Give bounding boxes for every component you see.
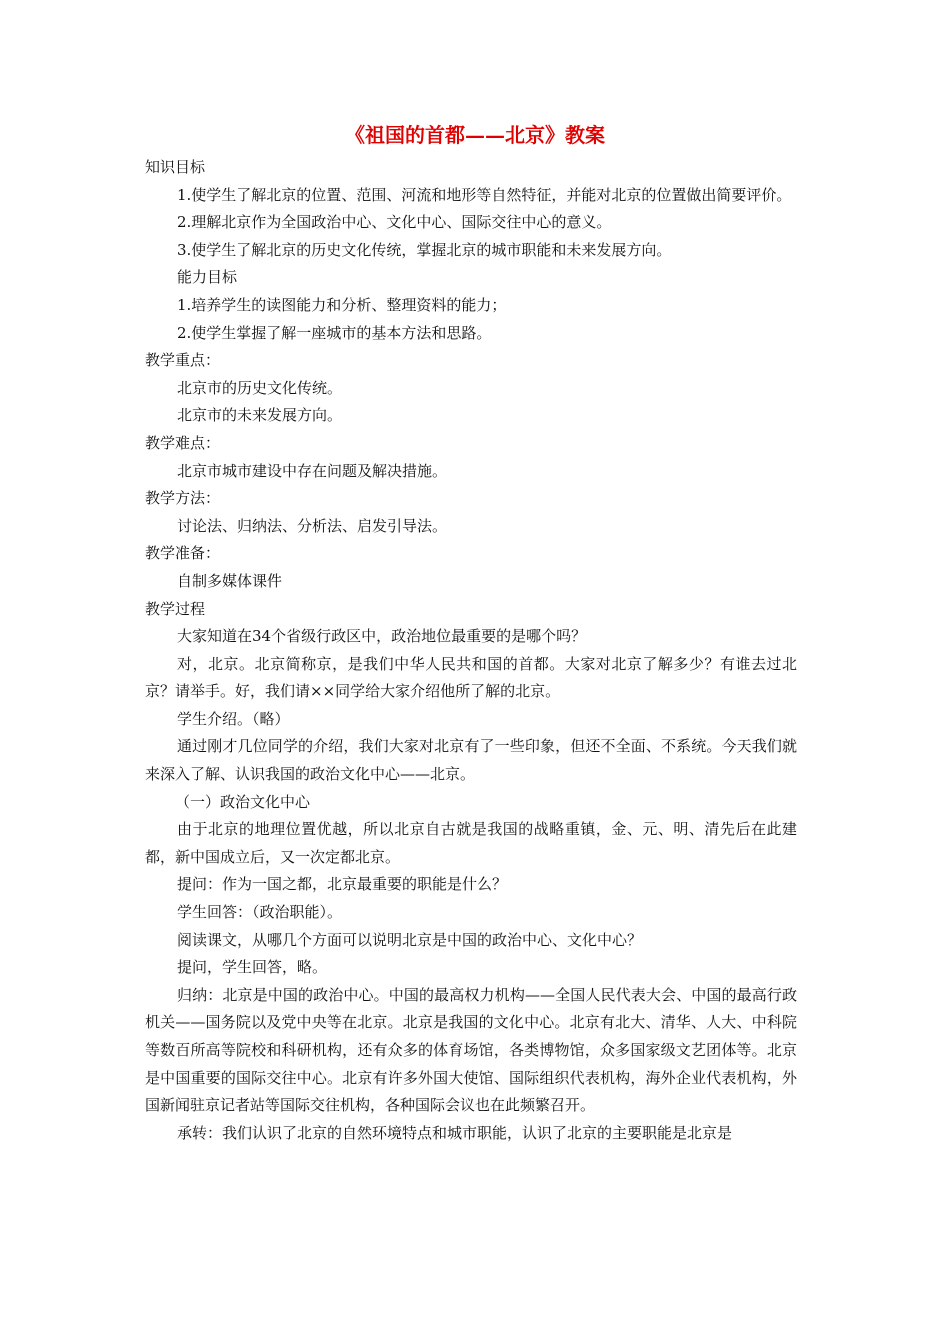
key-point-1: 北京市的历史文化传统。 [177,378,343,397]
process-paragraph: 提问：作为一国之都，北京最重要的职能是什么？ [177,875,508,894]
difficulty-text: 北京市城市建设中存在问题及解决措施。 [177,461,448,480]
ability-goals-heading: 能力目标 [177,268,238,287]
key-points-heading: 教学重点： [145,351,221,370]
process-paragraph: 通过刚才几位同学的介绍，我们大家对北京有了一些印象，但还不全面、不系统。今天我们就来深入了解、认识我国的政治文化中心——北京。 [145,737,797,784]
difficulty-heading: 教学难点： [145,433,221,452]
preparation-heading: 教学准备： [145,544,221,563]
process-paragraph: 阅读课文，从哪几个方面可以说明北京是中国的政治中心、文化中心？ [177,930,643,949]
knowledge-goal-2: 2.理解北京作为全国政治中心、文化中心、国际交往中心的意义。 [177,213,612,232]
process-paragraph: 承转：我们认识了北京的自然环境特点和城市职能，认识了北京的主要职能是北京是 [177,1123,733,1142]
knowledge-goals-heading: 知识目标 [145,158,206,176]
method-text: 讨论法、归纳法、分析法、启发引导法。 [177,516,448,535]
key-point-2: 北京市的未来发展方向。 [177,406,343,425]
document-page [145,120,797,1147]
process-paragraph: 归纳：北京是中国的政治中心。中国的最高权力机构——全国人民代表大会、中国的最高行政机关——国务院以及党中央等在北京。北京是我国的文化中心。北京有北大、清华、人大、中科院等数百所高等院校和科研机构，还有众多的体育场馆，各类博物馆，众多国家级文艺团体等。北京是中国重要的国际交往中心。北京有许多外国大使馆、国际组织代表机构，海外企业代表机构，外国新闻驻京记者站等国际交往机构，各种国际会议也在此频繁召开。 [145,985,797,1115]
section-heading-political-cultural-center: （一）政治文化中心 [175,792,311,811]
process-paragraph: 提问，学生回答，略。 [177,958,328,977]
ability-goal-2: 2.使学生掌握了解一座城市的基本方法和思路。 [177,323,492,342]
preparation-text: 自制多媒体课件 [177,571,283,590]
process-paragraph: 学生介绍。（略） [177,709,290,728]
knowledge-goal-3: 3.使学生了解北京的历史文化传统，掌握北京的城市职能和未来发展方向。 [177,240,672,259]
knowledge-goal-1: 1.使学生了解北京的位置、范围、河流和地形等自然特征，并能对北京的位置做出简要评价。 [177,185,792,204]
process-paragraph: 大家知道在34个省级行政区中，政治地位最重要的是哪个吗？ [177,627,587,646]
ability-goal-1: 1.培养学生的读图能力和分析、整理资料的能力； [177,295,507,314]
process-paragraph: 对，北京。北京简称京，是我们中华人民共和国的首都。大家对北京了解多少？有谁去过北京？请举手。好，我们请××同学给大家介绍他所了解的北京。 [145,654,797,701]
process-paragraph: 学生回答：（政治职能）。 [177,903,343,922]
method-heading: 教学方法： [145,489,221,508]
process-paragraph: 由于北京的地理位置优越，所以北京自古就是我国的战略重镇，金、元、明、清先后在此建都，新中国成立后，又一次定都北京。 [145,820,797,866]
document-title: 《祖国的首都——北京》教案 [345,123,605,147]
process-heading: 教学过程 [145,599,206,618]
